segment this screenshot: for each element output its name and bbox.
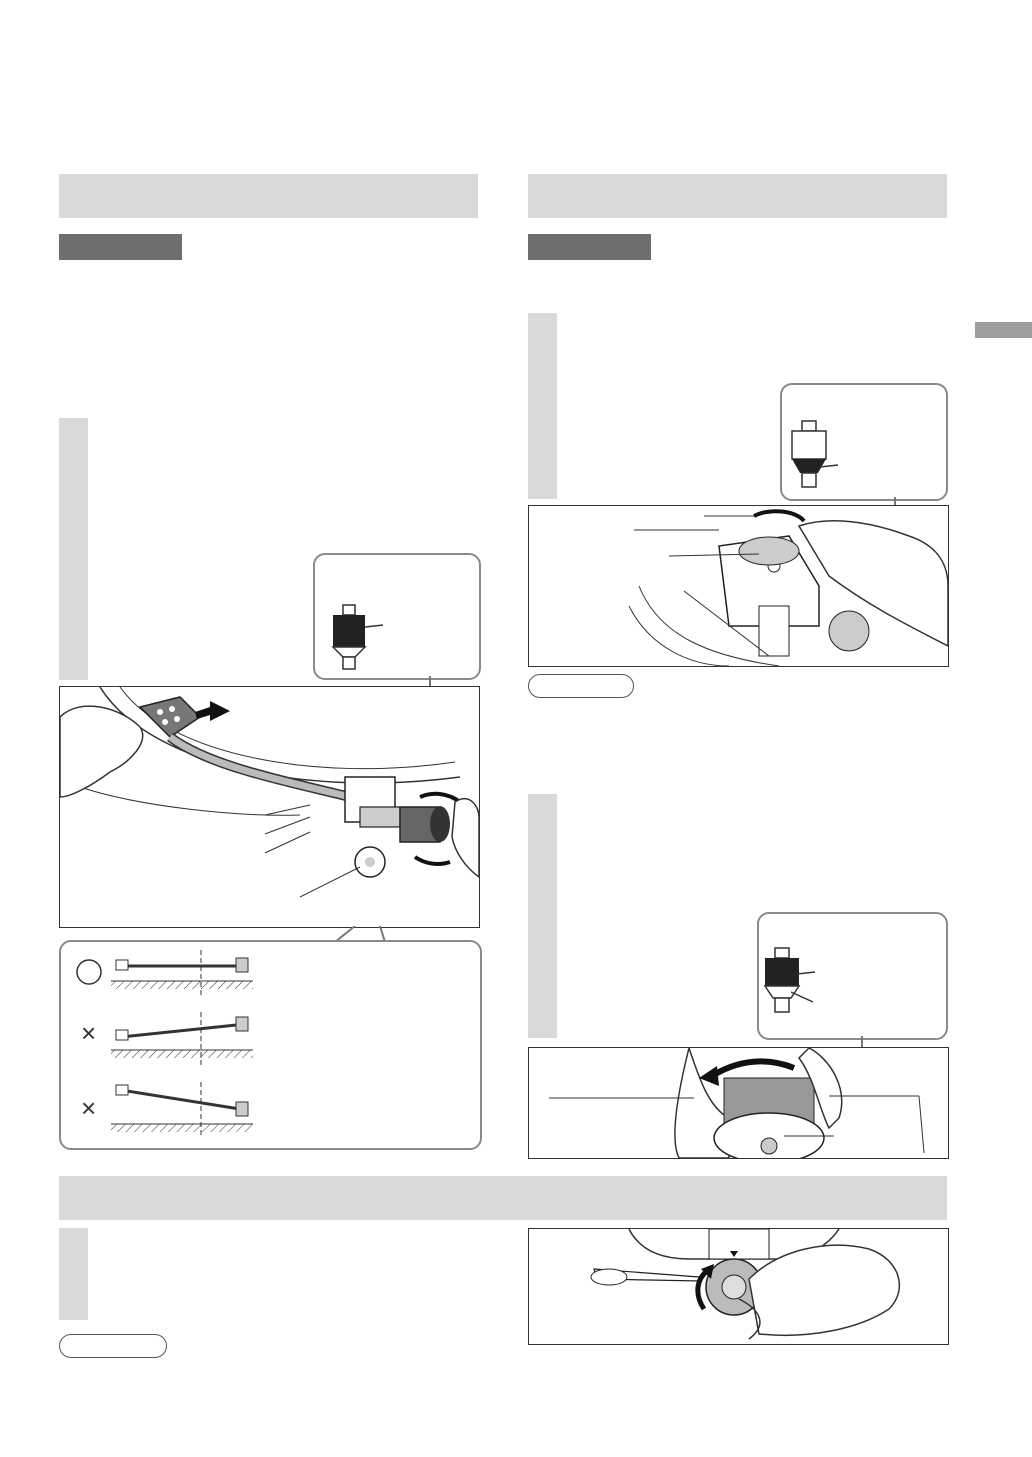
pitch-dial-figure xyxy=(528,1228,949,1345)
right-step-marker-bar-1 xyxy=(528,313,557,499)
right-subheading-tag xyxy=(528,234,651,260)
counterweight-icon xyxy=(315,555,479,678)
counterweight-icon xyxy=(759,914,946,1038)
right-step-marker-bar-2 xyxy=(528,794,557,1038)
counterweight-scale-figure xyxy=(528,1047,949,1159)
left-section-header-band xyxy=(59,174,478,218)
rotate-icon xyxy=(420,794,460,802)
left-step-marker-bar xyxy=(59,418,88,680)
right-counterweight-callout-top xyxy=(780,383,948,501)
right-section-header-band xyxy=(528,174,947,218)
correct-mark-icon xyxy=(77,960,101,984)
anti-skate-dial-figure xyxy=(528,505,949,667)
side-section-tab xyxy=(975,322,1032,338)
tonearm-balance-diagram xyxy=(59,940,482,1150)
arrow-right-icon xyxy=(195,701,230,721)
right-counterweight-callout-bottom xyxy=(757,912,948,1040)
tonearm-balance-figure xyxy=(59,686,480,928)
incorrect-mark-icon: × xyxy=(81,1018,97,1048)
left-subheading-tag xyxy=(59,234,182,260)
bottom-step-marker-bar xyxy=(59,1228,88,1320)
bottom-section-header-band xyxy=(59,1176,947,1220)
svg-text:×: × xyxy=(81,1093,97,1123)
bottom-note-pill xyxy=(59,1334,167,1358)
counterweight-icon xyxy=(782,385,946,499)
left-counterweight-callout xyxy=(313,553,481,680)
right-note-pill-1 xyxy=(528,674,634,698)
tonearm-illustration xyxy=(60,687,479,927)
